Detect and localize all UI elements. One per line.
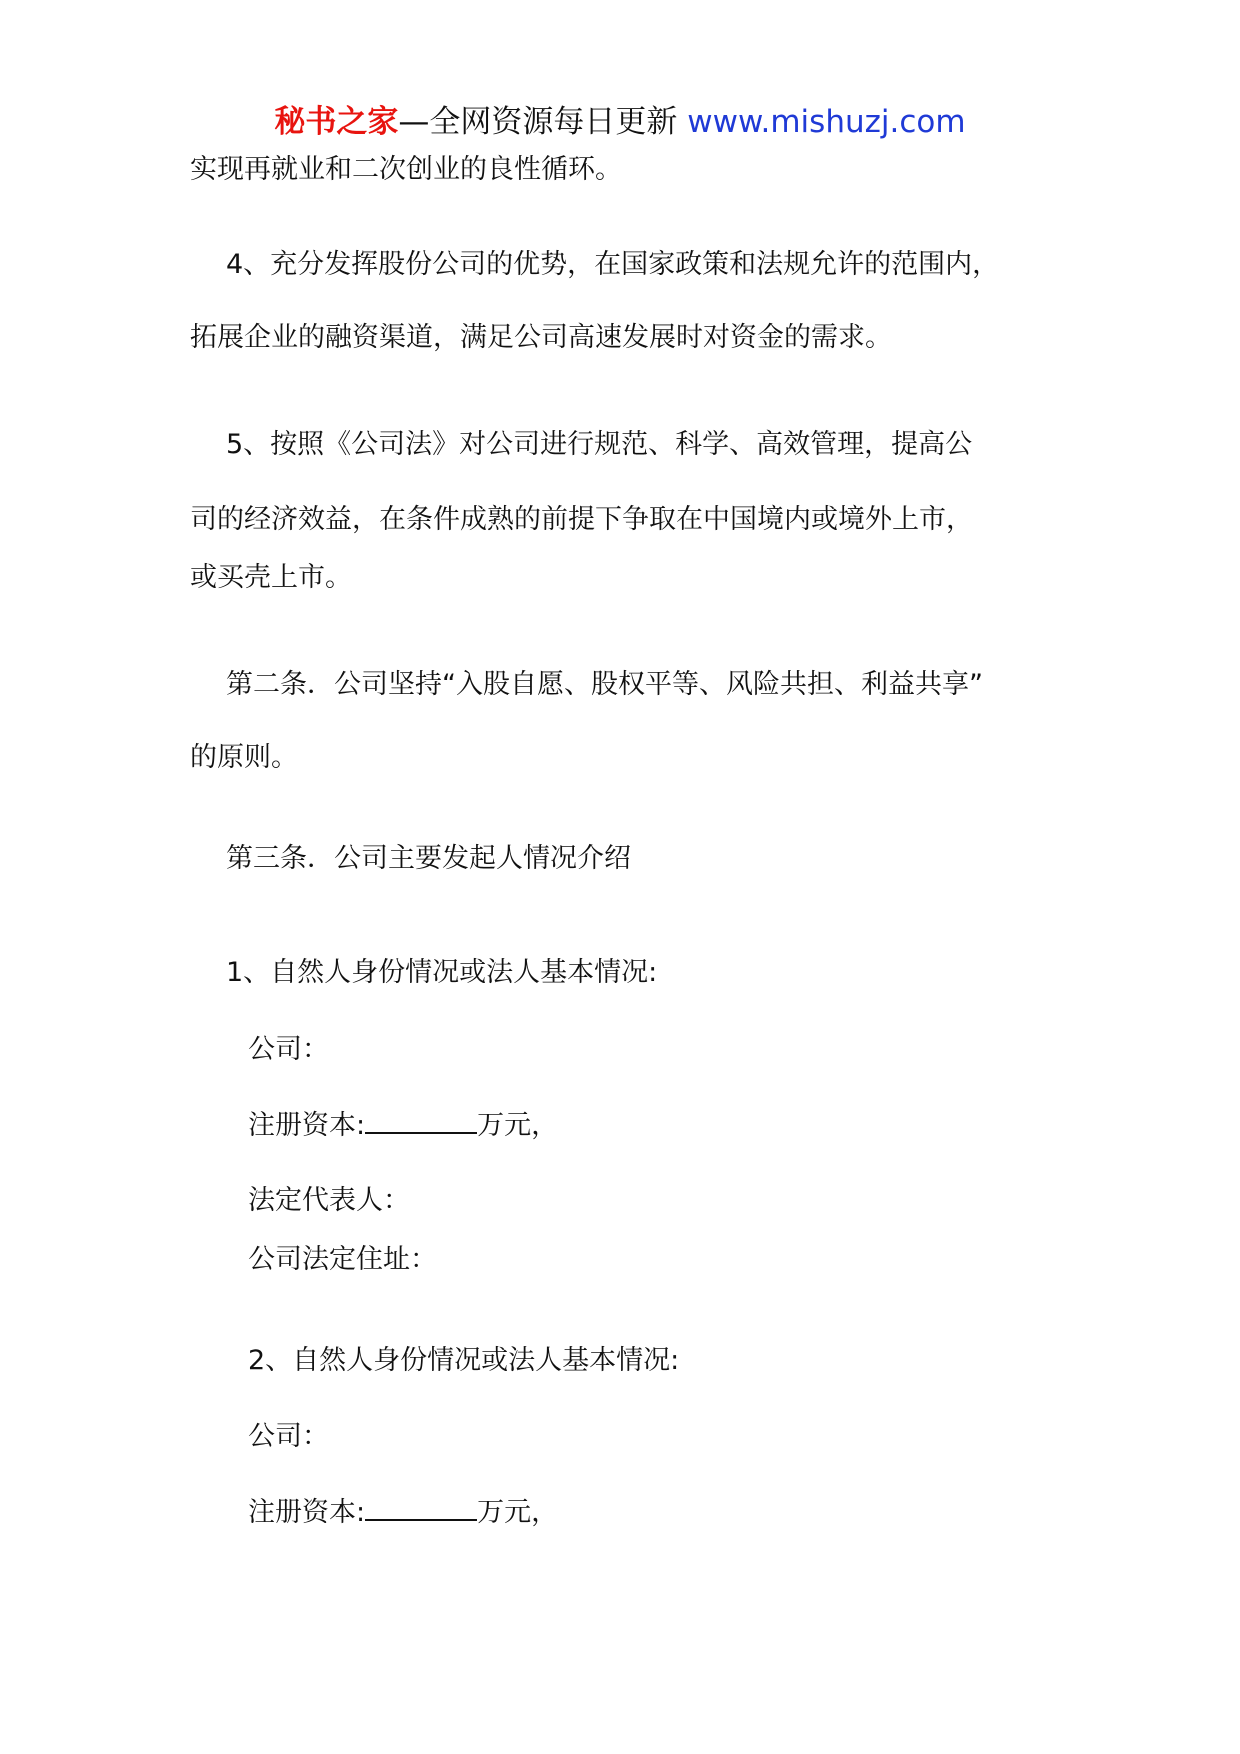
- sponsor-one-capital: [248, 1106, 558, 1146]
- sponsor-one-legal-rep: 法定代表人：: [248, 1185, 410, 1216]
- capital-unit: 万元，: [477, 1110, 559, 1141]
- article-three-title: 第三条．公司主要发起人情况介绍: [226, 843, 631, 874]
- brand-name: 秘书之家: [274, 104, 399, 140]
- sponsor-two-capital: [248, 1493, 558, 1533]
- capital-blank-field[interactable]: [365, 1106, 477, 1134]
- sponsor-one-address: 公司法定住址：: [248, 1244, 437, 1275]
- sponsor-two-company: 公司：: [248, 1421, 329, 1452]
- paragraph-line: 或买壳上市。: [190, 562, 352, 593]
- page-header: [0, 100, 1240, 144]
- paragraph-line: 4、充分发挥股份公司的优势，在国家政策和法规允许的范围内，: [226, 249, 1000, 280]
- article-two-line: 第二条．公司坚持“入股自愿、股权平等、风险共担、利益共享”: [226, 669, 983, 700]
- article-two-line: 的原则。: [190, 742, 298, 773]
- capital-blank-field[interactable]: [365, 1493, 477, 1521]
- site-url-link[interactable]: www.mishuzj.com: [687, 104, 966, 140]
- header-tagline: —全网资源每日更新: [398, 104, 678, 140]
- paragraph-line: 司的经济效益，在条件成熟的前提下争取在中国境内或境外上市，: [190, 504, 973, 535]
- sponsor-one-company: 公司：: [248, 1034, 329, 1065]
- sponsor-one-heading: 1、自然人身份情况或法人基本情况:: [226, 957, 658, 988]
- sponsor-two-heading: 2、自然人身份情况或法人基本情况:: [248, 1345, 680, 1376]
- capital-unit: 万元，: [477, 1497, 559, 1528]
- paragraph-line: 5、按照《公司法》对公司进行规范、科学、高效管理，提高公: [226, 429, 973, 460]
- paragraph-line: 拓展企业的融资渠道，满足公司高速发展时对资金的需求。: [190, 322, 892, 353]
- capital-label: 注册资本:: [248, 1110, 366, 1141]
- paragraph-line: 实现再就业和二次创业的良性循环。: [190, 154, 622, 185]
- capital-label: 注册资本:: [248, 1497, 366, 1528]
